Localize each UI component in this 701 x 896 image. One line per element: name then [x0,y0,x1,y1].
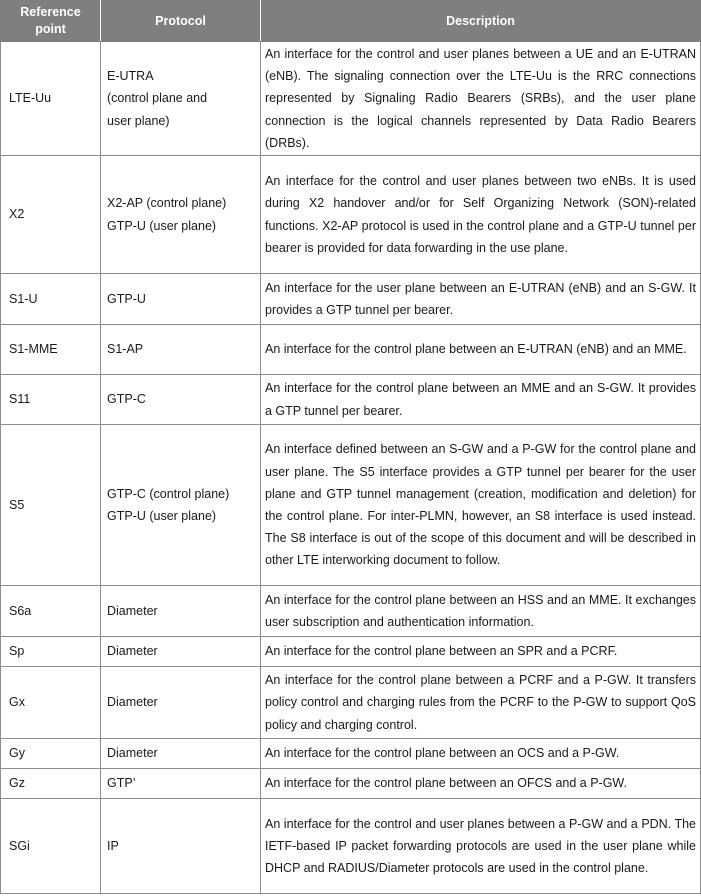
protocol-cell [101,42,261,156]
header-row [1,1,701,42]
table-row [1,42,701,156]
table-row [1,586,701,637]
description-cell: An interface for the control plane between an MME and an S-GW. It provides a GTP tunnel per bearer. [261,375,701,425]
description-cell: An interface for the user plane between an E-UTRAN (eNB) and an S-GW. It provides a GTP tunnel per bearer. [261,274,701,325]
description-cell: An interface for the control and user planes between a UE and an E-UTRAN (eNB). The signaling connection over the LTE-Uu is the RRC connections represented by Signaling Radio Bearers (SRBs), and the user plane connection is the logical channels represented by Data Radio Bearers (DRBs). [261,42,701,156]
table-row [1,667,701,739]
protocol-cell: GTP-C [101,375,261,425]
table-row [1,274,701,325]
description-cell: An interface for the control and user planes between a P-GW and a PDN. The IETF-based IP packet forwarding protocols are used in the user plane while DHCP and RADIUS/Diameter protocols are used in the control plane. [261,799,701,894]
description-cell: An interface for the control plane between an OFCS and a P-GW. [261,769,701,799]
header-description: Description [261,1,701,42]
reference-point-cell: Gy [1,739,101,769]
protocol-cell: Diameter [101,637,261,667]
protocol-cell: GTP-U [101,274,261,325]
protocol-cell: Diameter [101,586,261,637]
header-reference-point: Reference point [1,1,101,42]
description-cell: An interface for the control and user planes between two eNBs. It is used during X2 handover and/or for Self Organizing Network (SON)-related functions. X2-AP protocol is used in the control plane and a GTP-U tunnel per bearer is provided for data forwarding in the use plane. [261,156,701,274]
reference-point-cell: Sp [1,637,101,667]
protocol-cell: Diameter [101,739,261,769]
protocol-cell: IP [101,799,261,894]
reference-point-cell: S11 [1,375,101,425]
description-cell: An interface for the control plane between an E-UTRAN (eNB) and an MME. [261,325,701,375]
reference-point-cell: SGi [1,799,101,894]
protocol-cell [101,425,261,586]
reference-point-cell: LTE-Uu [1,42,101,156]
description-cell: An interface for the control plane between a PCRF and a P-GW. It transfers policy control and charging rules from the PCRF to the P-GW to support QoS policy and charging control. [261,667,701,739]
description-cell: An interface for the control plane between an SPR and a PCRF. [261,637,701,667]
protocol-text: E-UTRA (control plane and user plane) [107,69,208,128]
header-protocol: Protocol [101,1,261,42]
protocol-cell: Diameter [101,667,261,739]
reference-point-cell: X2 [1,156,101,274]
table-row [1,325,701,375]
table-row [1,799,701,894]
description-cell: An interface for the control plane between an OCS and a P-GW. [261,739,701,769]
protocol-cell: GTP’ [101,769,261,799]
reference-point-cell: Gx [1,667,101,739]
reference-point-cell: S6a [1,586,101,637]
protocol-cell: S1-AP [101,325,261,375]
table-row [1,769,701,799]
reference-point-cell: S1-MME [1,325,101,375]
description-cell: An interface defined between an S-GW and a P-GW for the control plane and user plane. The S5 interface provides a GTP tunnel per bearer for the user plane and GTP tunnel management (creation, modification and deletion) for the control plane. For inter-PLMN, however, an S8 interface is used instead. The S8 interface is out of the scope of this document and will be described in other LTE interworking document to follow. [261,425,701,586]
protocol-cell [101,156,261,274]
reference-point-cell: S1-U [1,274,101,325]
protocol-text: X2-AP (control plane) GTP-U (user plane) [107,196,227,233]
table-row [1,425,701,586]
description-cell: An interface for the control plane between an HSS and an MME. It exchanges user subscription and authentication information. [261,586,701,637]
table-row [1,375,701,425]
reference-point-cell: Gz [1,769,101,799]
reference-point-cell: S5 [1,425,101,586]
table-row [1,637,701,667]
table-row [1,739,701,769]
protocol-text: GTP-C (control plane) GTP-U (user plane) [107,486,230,524]
table-row [1,156,701,274]
